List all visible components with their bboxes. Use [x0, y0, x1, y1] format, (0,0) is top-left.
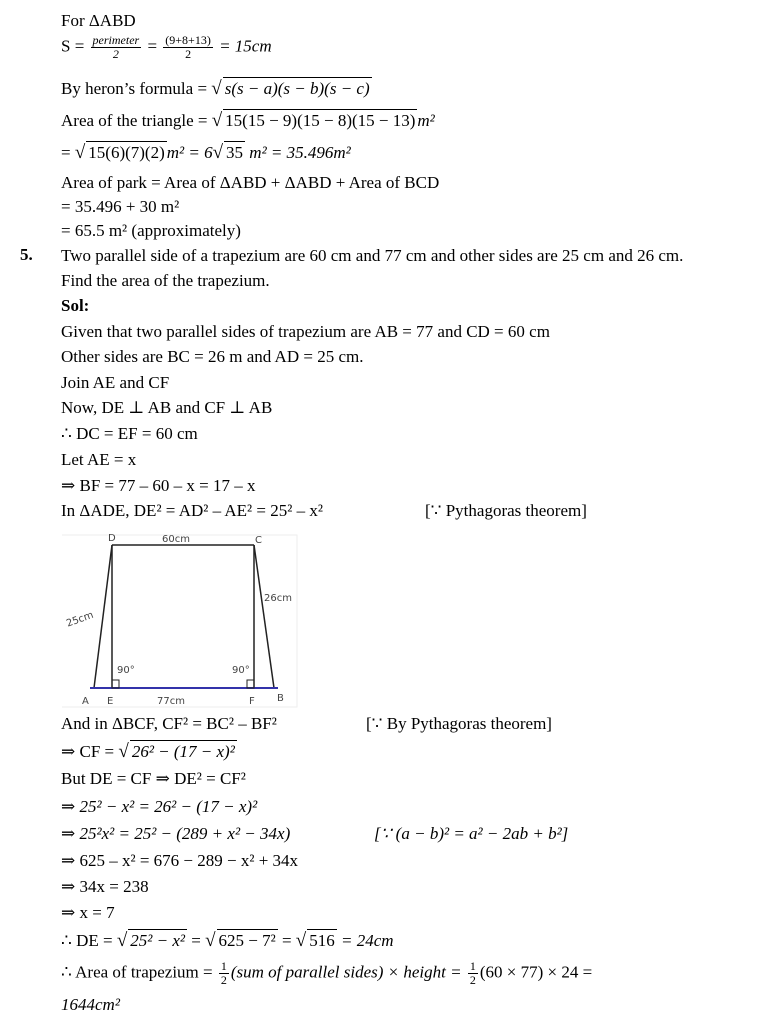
fraction-sum: [163, 34, 213, 61]
bcf-reason: [∵ By Pythagoras theorem]: [366, 714, 552, 733]
frac-den: 2: [185, 47, 192, 61]
label-angle-e: 90°: [117, 665, 135, 676]
label-right: 26cm: [264, 593, 292, 604]
side-ad: [94, 545, 112, 688]
radicand: s(s − a)(s − b)(s − c): [224, 79, 370, 98]
fraction-half: [468, 960, 478, 987]
line-approx: = 65.5 m² (approximately): [61, 221, 241, 240]
area-label: ∴ Area of trapezium =: [61, 962, 213, 982]
eq-line-5: ⇒ x = 7: [61, 903, 115, 922]
eq: =: [281, 931, 292, 950]
frac-num: (9+8+13): [165, 33, 211, 47]
sol-line-6: Let AE = x: [61, 450, 137, 469]
end: m² = 35.496m²: [249, 143, 351, 162]
frac-den: 2: [220, 973, 227, 987]
question-line-1: Two parallel side of a trapezium are 60 cm and 77 cm and other sides are 25 cm and 26 cm.: [61, 246, 684, 265]
area-trapezium-line: [61, 960, 592, 987]
line-area-park: Area of park = Area of ΔABD + ΔABD + Area of BCD: [61, 173, 440, 192]
fraction-perimeter: [91, 34, 142, 61]
frac-den: 2: [469, 973, 476, 987]
sqrt-icon: √: [295, 930, 307, 951]
label-e: E: [107, 696, 114, 707]
de-end: = 24cm: [340, 931, 394, 950]
label-d: D: [108, 533, 116, 544]
question-number: 5.: [20, 245, 33, 264]
sqrt-icon: √: [118, 741, 129, 762]
eq-line-2: ⇒ 25²x² = 25² − (289 + x² − 34x): [61, 824, 291, 843]
radicand: 516: [309, 931, 335, 950]
figure-border: [62, 535, 297, 707]
de-result-line: [61, 929, 394, 952]
eq: =: [61, 143, 71, 162]
right-angle-f: [247, 680, 254, 688]
bcf-line: And in ΔBCF, CF² = BC² – BF²: [61, 714, 277, 733]
sqrt-icon: √: [205, 930, 216, 951]
side-bc: [254, 545, 274, 688]
line-for-abd: For ΔABD: [61, 11, 136, 30]
heron-label: By heron’s formula =: [61, 79, 208, 98]
sqrt-icon: √: [212, 142, 224, 163]
radicand: 15(15 − 9)(15 − 8)(15 − 13): [225, 111, 416, 130]
right-angle-e: [112, 680, 119, 688]
radicand: 25² − x²: [130, 931, 185, 950]
final-answer: 1644cm²: [61, 995, 120, 1014]
label-top: 60cm: [162, 534, 190, 545]
cf-line: [61, 740, 237, 763]
eq: =: [191, 931, 201, 950]
radicand: 35: [226, 143, 244, 162]
sol-line-3: Join AE and CF: [61, 373, 170, 392]
label-b: B: [277, 693, 284, 704]
radicand: 625 − 7²: [218, 931, 276, 950]
frac-num: 1: [469, 959, 476, 973]
area-mid: (sum of parallel sides) × height =: [230, 962, 462, 982]
mid: m² = 6: [166, 143, 213, 162]
line-area-triangle: [61, 109, 435, 132]
fraction-half: [219, 960, 229, 987]
line-sum: = 35.496 + 30 m²: [61, 197, 180, 216]
sqrt-icon: √: [116, 930, 128, 951]
frac-num: perimeter: [92, 33, 140, 47]
sol-line-1: Given that two parallel sides of trapezium are AB = 77 and CD = 60 cm: [61, 322, 550, 341]
question-line-2: Find the area of the trapezium.: [61, 271, 270, 290]
label-f: F: [249, 696, 255, 707]
s-label: S =: [61, 36, 85, 56]
label-a: A: [82, 696, 89, 707]
sqrt-icon: √: [211, 110, 223, 131]
de-label: ∴ DE =: [61, 931, 113, 950]
eq-line-4: ⇒ 34x = 238: [61, 877, 149, 896]
sol-line-8: In ΔADE, DE² = AD² – AE² = 25² – x²: [61, 501, 323, 520]
solution-heading: Sol:: [61, 296, 90, 315]
line-area-result: [61, 141, 351, 164]
eq-line-2-reason: [∵ (a − b)² = a² − 2ab + b²]: [374, 824, 569, 843]
sol-line-4: Now, DE ⊥ AB and CF ⊥ AB: [61, 398, 273, 417]
unit: m²: [417, 111, 435, 130]
area-label: Area of the triangle =: [61, 111, 208, 130]
label-left: 25cm: [64, 609, 96, 630]
area-end: (60 × 77) × 24 =: [479, 962, 593, 982]
line-heron: [61, 77, 372, 100]
sol-line-7: ⇒ BF = 77 – 60 – x = 17 – x: [61, 476, 256, 495]
sqrt-icon: √: [211, 78, 222, 99]
radicand: 15(6)(7)(2): [88, 143, 165, 162]
label-bottom: 77cm: [157, 696, 185, 707]
line-semi-perimeter: [61, 34, 272, 61]
result: = 15cm: [219, 36, 272, 56]
radicand: 26² − (17 − x)²: [131, 742, 235, 761]
sol-line-2: Other sides are BC = 26 m and AD = 25 cm.: [61, 347, 364, 366]
eq-line-1: ⇒ 25² − x² = 26² − (17 − x)²: [61, 797, 258, 816]
equals: =: [147, 36, 158, 56]
trapezium-figure: [62, 533, 298, 709]
eq-line-3: ⇒ 625 – x² = 676 − 289 − x² + 34x: [61, 851, 299, 870]
frac-num: 1: [220, 959, 227, 973]
de-cf-line: But DE = CF ⇒ DE² = CF²: [61, 769, 246, 788]
sol-line-5: ∴ DC = EF = 60 cm: [61, 424, 198, 443]
label-c: C: [255, 535, 262, 546]
sqrt-icon: √: [74, 142, 86, 163]
sol-line-8-reason: [∵ Pythagoras theorem]: [425, 501, 587, 520]
label-angle-f: 90°: [232, 665, 250, 676]
cf-label: ⇒ CF =: [61, 742, 115, 761]
frac-den: 2: [112, 47, 119, 61]
